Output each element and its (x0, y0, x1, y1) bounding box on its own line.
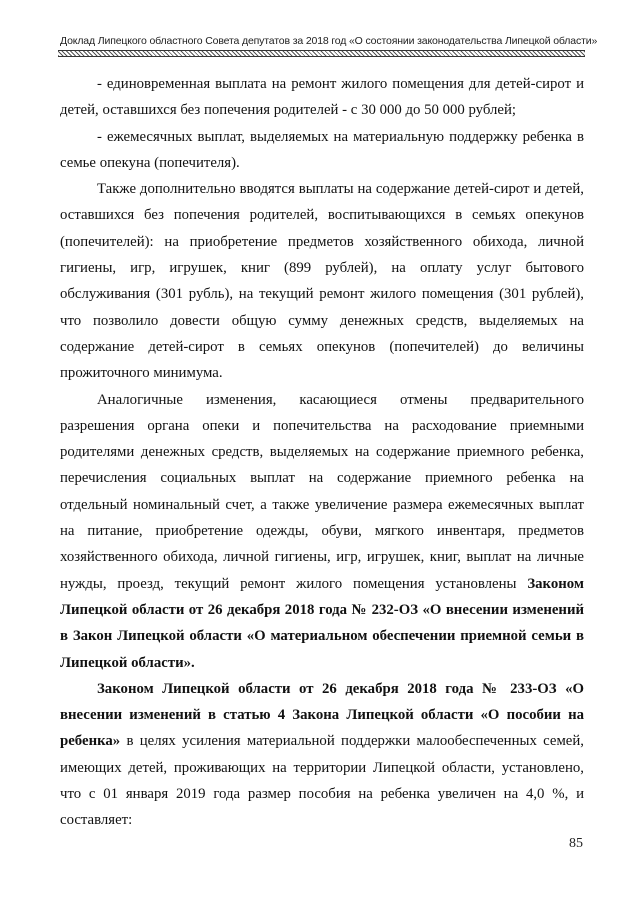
paragraph-monthly-payments: - ежемесячных выплат, выделяемых на материальную поддержку ребенка в семье опекуна (попечителя). (60, 128, 584, 171)
paragraph-text: Аналогичные изменения, касающиеся отмены предварительного разрешения органа опеки и попечительства на расходование приемными родителями денежных средств, выделяемых на содержание приемного ребенка, перечисления социальных выплат на содержание приемного ребенка на отдельный номинальный счет, а также увеличение размера ежемесячных выплат на питание, приобретение одежды, обуви, мягкого инвентаря, предметов хозяйственного обихода, личной гигиены, игр, игрушек, книг, выплат на личные нужды, проезд, текущий ремонт жилого помещения установлены (60, 391, 584, 592)
running-header: Доклад Липецкого областного Совета депутатов за 2018 год «О состоянии законодательства Липецкой области» (60, 35, 598, 47)
paragraph-child-benefit (60, 676, 584, 834)
paragraph-similar-changes (60, 387, 584, 676)
document-body (60, 71, 584, 834)
page-number: 85 (569, 836, 583, 851)
paragraph-additional-payments: Также дополнительно вводятся выплаты на содержание детей-сирот и детей, оставшихся без попечения родителей, воспитывающихся в семьях опекунов (попечителей): на приобретение предметов хозяйственного обихода, личной гигиены, игр, игрушек, книг (899 рублей), на оплату услуг бытового обслуживания (301 рубль), на текущий ремонт жилого помещения (301 рублей), что позволило довести общую сумму денежных средств, выделяемых на содержание детей-сирот в семьях опекунов (попечителей) до величины прожиточного минимума. (60, 181, 584, 382)
paragraph-payment-repair: - единовременная выплата на ремонт жилого помещения для детей-сирот и детей, оставшихся без попечения родителей - с 30 000 до 50 000 рублей; (60, 76, 584, 119)
header-divider (58, 50, 585, 57)
paragraph-text: в целях усиления материальной поддержки малообеспеченных семей, имеющих детей, проживающих на территории Липецкой области, установлено, что с 01 января 2019 года размер пособия на ребенка увеличен на 4,0 %, и составляет: (60, 733, 584, 829)
law-reference-232: Законом Липецкой области от 26 декабря 2018 года № 232-ОЗ «О внесении изменений в Закон Липецкой области «О материальном обеспечении приемной семьи в Липецкой области». (60, 575, 584, 671)
law-reference-233: Законом Липецкой области от 26 декабря 2018 года № 233-ОЗ «О внесении изменений в статью 4 Закона Липецкой области «О пособии на ребенка» (60, 680, 584, 750)
